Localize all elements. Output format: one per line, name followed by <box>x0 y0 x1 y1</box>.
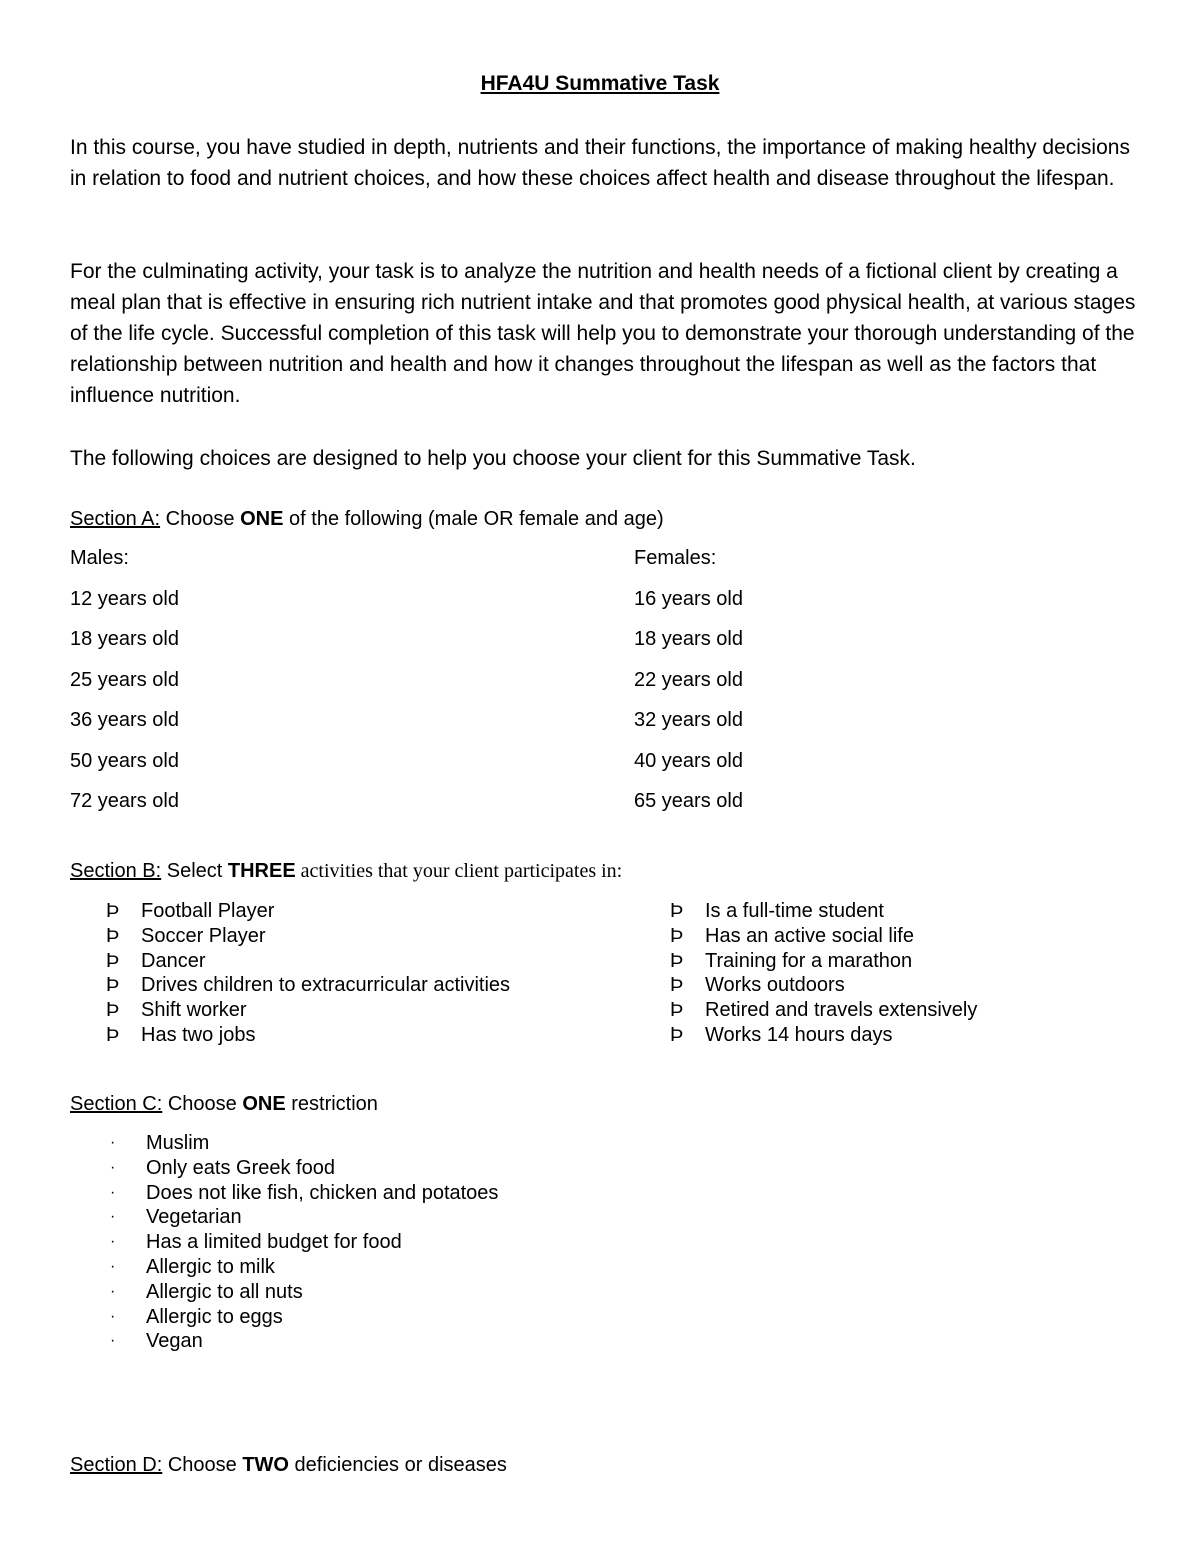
restrictions-list <box>110 1131 498 1354</box>
restriction-label: Vegetarian <box>146 1206 242 1229</box>
males-heading: Males: <box>70 547 129 569</box>
activity-option <box>670 973 977 998</box>
activity-label: Football Player <box>141 900 275 922</box>
activity-option <box>106 949 510 974</box>
activity-option <box>106 973 510 998</box>
restriction-label: Allergic to all nuts <box>146 1280 303 1303</box>
section-c-label: Section C: <box>70 1093 163 1115</box>
section-d-pre: Choose <box>162 1454 243 1476</box>
section-a-pre: Choose <box>160 508 241 530</box>
arrow-bullet-icon: Þ <box>106 999 120 1022</box>
restriction-option <box>110 1156 498 1181</box>
section-b-heading <box>70 857 622 885</box>
arrow-bullet-icon: Þ <box>106 900 120 922</box>
female-age-option: 65 years old <box>634 790 743 812</box>
restriction-option <box>110 1280 498 1305</box>
activity-label: Retired and travels extensively <box>705 999 978 1022</box>
activity-label: Soccer Player <box>141 924 266 947</box>
section-c-emphasis: ONE <box>242 1093 286 1115</box>
activity-label: Works outdoors <box>705 974 845 997</box>
activity-option <box>670 1023 977 1048</box>
female-age-option: 22 years old <box>634 668 743 691</box>
activity-label: Drives children to extracurricular activities <box>141 974 511 997</box>
section-c-pre: Choose <box>162 1093 243 1115</box>
arrow-bullet-icon: Þ <box>670 974 684 997</box>
dot-bullet-icon: · <box>110 1208 116 1226</box>
activity-label: Has an active social life <box>705 924 914 947</box>
restriction-option <box>110 1205 498 1230</box>
section-a-label: Section A: <box>70 508 161 530</box>
arrow-bullet-icon: Þ <box>670 999 684 1022</box>
arrow-bullet-icon: Þ <box>106 1023 120 1046</box>
section-b-pre: Select <box>161 860 228 882</box>
female-age-option: 16 years old <box>634 587 743 610</box>
activity-option <box>106 1023 510 1048</box>
activity-label: Works 14 hours days <box>705 1023 893 1046</box>
arrow-bullet-icon: Þ <box>670 924 684 947</box>
arrow-bullet-icon: Þ <box>106 924 120 947</box>
restriction-option <box>110 1181 498 1206</box>
section-b-emphasis: THREE <box>227 860 296 882</box>
section-a-heading <box>70 505 664 533</box>
dot-bullet-icon: · <box>110 1183 116 1201</box>
female-age-option: 40 years old <box>634 749 743 772</box>
arrow-bullet-icon: Þ <box>106 949 120 972</box>
section-b-label: Section B: <box>70 860 162 882</box>
activity-label: Dancer <box>141 949 206 972</box>
restriction-label: Allergic to milk <box>146 1255 275 1278</box>
restriction-option <box>110 1329 498 1354</box>
females-column <box>634 538 743 822</box>
dot-bullet-icon: · <box>110 1307 116 1325</box>
dot-bullet-icon: · <box>110 1282 116 1300</box>
section-a-emphasis: ONE <box>240 508 284 530</box>
dot-bullet-icon: · <box>110 1134 116 1151</box>
male-age-option: 50 years old <box>70 749 179 772</box>
section-c-heading <box>70 1090 378 1118</box>
females-heading: Females: <box>634 547 717 569</box>
restriction-label: Does not like fish, chicken and potatoes <box>146 1181 499 1204</box>
males-column <box>70 538 179 822</box>
activity-label: Has two jobs <box>141 1023 256 1046</box>
restriction-option <box>110 1305 498 1330</box>
section-d-post: deficiencies or diseases <box>288 1454 507 1476</box>
restriction-option <box>110 1230 498 1255</box>
restriction-label: Muslim <box>146 1132 210 1154</box>
activity-option <box>106 924 510 949</box>
restriction-label: Allergic to eggs <box>146 1305 283 1328</box>
activity-label: Is a full-time student <box>705 900 884 922</box>
arrow-bullet-icon: Þ <box>670 1023 684 1046</box>
male-age-option: 72 years old <box>70 790 179 812</box>
restriction-label: Only eats Greek food <box>146 1156 335 1179</box>
activity-option <box>670 949 977 974</box>
arrow-bullet-icon: Þ <box>106 974 120 997</box>
arrow-bullet-icon: Þ <box>670 949 684 972</box>
activities-right-list <box>670 899 977 1048</box>
female-age-option: 32 years old <box>634 709 743 731</box>
restriction-option <box>110 1131 498 1156</box>
male-age-option: 18 years old <box>70 628 179 650</box>
section-b-post: activities that your client participates in: <box>295 860 623 882</box>
task-paragraph: For the culminating activity, your task is to analyze the nutrition and health needs of a fictional client by creating a meal plan that is effective in ensuring rich nutrient intake and that promotes good physical health, at various stages of the life cycle. Successful completion of this task will help you to demonstrate your thorough understanding of the relationship between nutrition and health and how it changes throughout the lifespan as well as the factors that influence nutrition. <box>70 260 1136 407</box>
activity-option <box>106 899 510 924</box>
activity-option <box>106 998 510 1023</box>
dot-bullet-icon: · <box>110 1158 116 1176</box>
dot-bullet-icon: · <box>110 1257 116 1275</box>
activity-label: Shift worker <box>141 999 247 1022</box>
restriction-option <box>110 1255 498 1280</box>
dot-bullet-icon: · <box>110 1332 116 1350</box>
activity-option <box>670 924 977 949</box>
activity-option <box>670 998 977 1023</box>
section-a-post: of the following (male OR female and age) <box>283 508 664 530</box>
restriction-label: Has a limited budget for food <box>146 1231 402 1254</box>
activities-left-list <box>106 899 510 1048</box>
activity-label: Training for a marathon <box>705 949 913 972</box>
section-d-heading <box>70 1451 507 1479</box>
section-d-label: Section D: <box>70 1454 163 1476</box>
activity-option <box>670 899 977 924</box>
choices-paragraph: The following choices are designed to help you choose your client for this Summative Task. <box>70 447 916 470</box>
arrow-bullet-icon: Þ <box>670 900 684 922</box>
restriction-label: Vegan <box>146 1330 203 1353</box>
male-age-option: 36 years old <box>70 709 179 731</box>
section-d-emphasis: TWO <box>242 1454 289 1476</box>
section-c-post: restriction <box>285 1093 378 1115</box>
male-age-option: 25 years old <box>70 668 179 691</box>
dot-bullet-icon: · <box>110 1233 116 1251</box>
male-age-option: 12 years old <box>70 587 179 610</box>
intro-paragraph: In this course, you have studied in depth, nutrients and their functions, the importance of making healthy decisions in relation to food and nutrient choices, and how these choices affect health and disease throughout the lifespan. <box>70 136 1130 190</box>
page-title: HFA4U Summative Task <box>480 72 720 95</box>
female-age-option: 18 years old <box>634 628 743 650</box>
